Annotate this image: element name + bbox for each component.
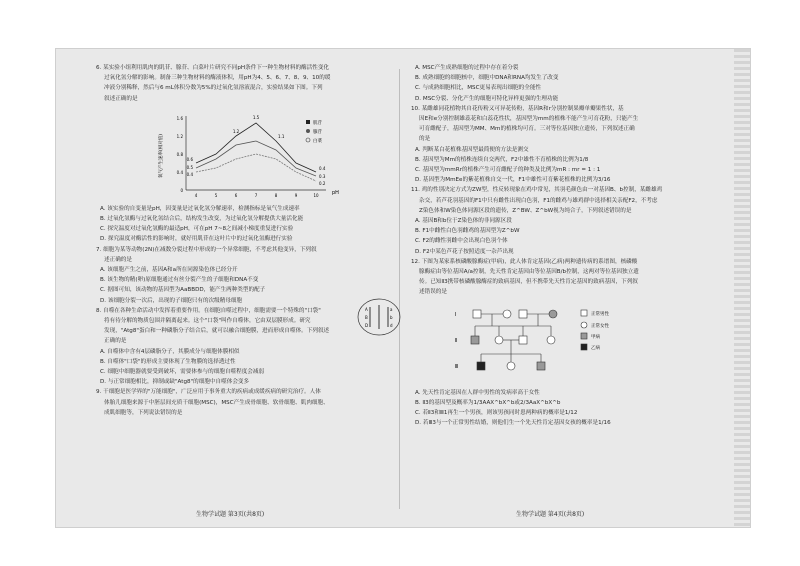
legend-label: 甲病	[591, 334, 600, 340]
pedigree-male	[519, 336, 527, 344]
pedigree-male	[471, 336, 479, 344]
gene-label: B	[365, 315, 368, 320]
question-12: 12. 下图为某家系核磷酸腺酶症(甲病)，此人体肯定基因(乙病)两种遗传病的系谱图，核磷酸 腺酶症由等位基因A/a控制，先天性肯定基因由等位基因B/b控制，这两对等位基因独立遗 传。已知Ⅱ3携带核磷酸腺酶症的致病基因，但不携带先天性肯定基因的致病基因，下列叙 述错误的是	[411, 258, 639, 296]
left-column	[96, 63, 418, 418]
question-10: 10. 某雌雄同花植物其自花传粉又可异花传粉，基因R和r分别控制果瓣单瓣果性状，基 因E和e分别控制雄蕊花和白蕊花性状，基因型为mm的植株不能产生可育花粉，只能产生 可育雌配子，基因型为MM、Mm的植株均可育。三对等位基因独立遗传，下列叙述正确 的是 A. 判断某白花植株基因型最简便的方法是测交 B. 基因型为Mm的植株连续自交两代，F2中雄性不育植株的比例为1/8 C. 基因型为mmRr的植株产生可育雌配子的种类及比例为mR : mr = 1 : 1 D. 基因型为MmEe的紫花植株自交一代，F1中雄性可育紫花植株的比例为3/16	[411, 105, 639, 184]
legend-label: 乙病	[591, 345, 600, 351]
legend-marker	[306, 120, 310, 124]
data-label: 0.2	[319, 180, 326, 186]
pedigree-male	[477, 362, 485, 370]
cell-diagram-svg	[356, 297, 402, 337]
data-label: 0.4	[186, 171, 193, 177]
right-column	[411, 63, 729, 428]
legend-label: 正常女性	[591, 323, 609, 329]
page-footer-left: 生物学试题 第3页(共8页)	[196, 511, 265, 518]
gene-label: a	[390, 307, 393, 312]
legend-label: 白菜	[313, 138, 322, 144]
legend-marker	[581, 344, 587, 350]
exam-sheet	[55, 48, 751, 528]
pedigree-female	[495, 336, 503, 344]
pedigree-female	[547, 336, 555, 344]
data-label: 0.4	[319, 165, 326, 171]
cell-diagram	[356, 297, 402, 337]
generation-label: Ⅰ	[455, 311, 457, 318]
legend-label: 正常男性	[591, 311, 609, 317]
data-label: 0.5	[186, 164, 193, 170]
series-line-3	[196, 154, 316, 181]
pedigree-female	[503, 310, 511, 318]
data-label: 1.1	[278, 133, 285, 139]
question-8: 8. 自噬在各种生命活动中发挥着重要作用。在细胞自噬过程中，细胞需要一个特殊的"口袋" 将有待分解的物质包围并隔离起来。这个"口袋"叫作自噬体，它由双层膜形成。研究 发现，"Atg8"蛋白和一种磷脂分子结合后，就可以融合细胞膜，进而形成自噬体。下列叙述 正确的是 A. 自噬体中含有4层磷脂分子，其膜成分与细胞体膜相似 B. 自噬体"口袋"的形成主要体现了生物膜的选择透过性 C. 细胞中细胞器就要受到破坏，需要体参与的细胞自噬程度会减弱 D. 与正常细胞相比，抑制或缺"Atg8"的细胞中自噬体会变多	[96, 307, 330, 386]
pedigree-male	[473, 310, 481, 318]
x-axis-label: pH	[332, 189, 339, 196]
data-label: 1.2	[232, 128, 240, 134]
pedigree-female	[549, 310, 557, 318]
y-tick-label: 0.8	[176, 151, 183, 157]
legend-marker	[581, 333, 587, 339]
x-tick-label: 7	[254, 192, 258, 198]
generation-label: Ⅲ	[455, 363, 459, 370]
y-tick-label: 1.2	[176, 133, 183, 139]
legend-label: 肌苷	[313, 120, 322, 126]
chart-legend	[306, 119, 322, 144]
x-tick-label: 5	[214, 192, 218, 198]
pedigree-chart	[451, 302, 651, 386]
gene-label: D	[365, 323, 369, 328]
question-7: 7. 细胞为某等动物(2N)在减数分裂过程中形成的一个异常细胞，不考虑其他变异，下列叙 述正确的是 A. 该细胞产生之前，基因A和a所在同源染色体已经分开 B. 该生物的精(卵)原细胞通过有丝分裂产生的子细胞和DNA不变 C. 据图可知，该动物的基因型为AaBBDD，能产生两种类型的配子 D. 该细胞分裂一次后，出现的子细胞只有的次级精母细胞	[96, 246, 317, 304]
question-12-options: A. 先天性肯定基因在人群中男性的发病率高于女性 B. Ⅱ3的基因型及概率为1/3AAX^bX^b或2/3AaX^bX^b C. 若Ⅱ3和Ⅲ1再生一个男孩，则该男孩同时患两种病的概率是1/12 D. 若Ⅲ3与一个正常男性结婚，则他们生一个先天性肯定基因女孩的概率是1/16	[415, 389, 611, 427]
data-label: 0.6	[186, 156, 193, 162]
pedigree-legend	[581, 310, 609, 351]
pedigree-lines	[475, 314, 551, 362]
x-tick-label: 10	[313, 192, 319, 198]
question-9-options: A. MSC产生成熟细胞的过程中存在着分裂 B. 成熟细胞的细胞核中，细胞中DNA和RNA均发生了改变 C. 与成熟细胞相比，MSC更易表现出细胞的全能性 D. MSC分裂、分化产生的细胞可特化异样更强的生理功能	[415, 65, 559, 102]
question-6: 6. 某实验小组利用肌肉的肌苷、腺苷、白菜叶片研究不同pH条件下一种生物材料的酶活性变化 过氧化氢分解的影响。制备三种生物材料的酶液体积，用pH为4、5、6、7、8、9、10的缓 冲液分别稀释，然后与6 mL体积分数为5%的过氧化氢溶液混合，实验结果如下图。下列 叙述正确的是	[96, 65, 331, 102]
scan-edge-stripe	[734, 49, 750, 527]
legend-marker	[306, 129, 310, 133]
pedigree-svg	[451, 302, 651, 386]
gene-label: A	[365, 307, 368, 312]
ph-activity-chart	[156, 106, 356, 202]
pedigree-male	[537, 362, 545, 370]
y-tick-label: 0.4	[176, 169, 183, 175]
legend-marker	[581, 322, 587, 328]
pedigree-male	[519, 310, 527, 318]
pedigree-female	[507, 362, 515, 370]
question-11: 11. 鸡的性别决定方式为ZW型，性反转现象在鸡中常见，其羽毛颜色由一对基因B、b控制，某雌雄鸡 杂交，若芦花羽基因的F1中只有雌性出现白色羽，F1的雌鸡与雄鸡群中选择相关亲配F2，不考虑 Z染色体和W染色体同源区段的遗传，Z^BW、Z^bW视为纯合子，下列叙述错误的是 A. 基因B和b位于Z染色体的非同源区段 B. F1中雌性白色羽雌鸡的基因型为Z^bW C. F2的雌性羽雌中会出现白色羽个体 D. F2中某色芦花子按照适度一杂芦出现	[411, 187, 663, 255]
gene-label: b	[390, 315, 393, 320]
data-label: 1.5	[252, 114, 260, 120]
legend-label: 腺苷	[313, 129, 322, 135]
x-tick-label: 9	[294, 192, 298, 198]
y-tick-label: 0	[180, 187, 183, 193]
gene-label: d	[390, 323, 393, 328]
x-tick-label: 8	[274, 192, 278, 198]
chart-svg	[156, 106, 356, 202]
question-9: 9. 干细胞是医学界的"万能细胞"，广泛应用于事务重大的疾病或成缓疾病的研究治疗。人体 体胎儿细胞来源于中胚层间充质干细胞(MSC)，MSC产生成骨细胞、软骨细胞、肌肉细胞、 成肌细胞等，下列说法错误的是	[96, 389, 329, 416]
data-label: 0.3	[319, 173, 326, 179]
x-tick-label: 4	[194, 192, 198, 198]
page-footer-right: 生物学试题 第4页(共8页)	[516, 511, 585, 518]
x-tick-label: 6	[234, 192, 238, 198]
legend-marker	[581, 310, 587, 316]
series-line-2	[196, 141, 316, 176]
y-tick-label: 1.6	[176, 115, 183, 121]
question-6-options: A. 该实验的自变量是pH，因变量是过氧化氢分解速率，检测指标是氧气生成速率 B. 过氧化氢酶与过氧化氢结合后，结构发生改变，为过氧化氢分解提供大量活化能 C. 探究温度对过氧化氢酶的最适pH，可在pH 7~8之间减小梯度重复进行实验 D. 探究温度对酶活性的影响时，就好用肌苷在这叶片中的过氧化氢酶进行实验	[100, 205, 304, 243]
series-line-1	[196, 123, 316, 172]
legend-marker	[306, 138, 310, 142]
generation-label: Ⅱ	[455, 337, 458, 344]
y-axis-label: 氧气产生速率(相对值)	[159, 133, 164, 178]
